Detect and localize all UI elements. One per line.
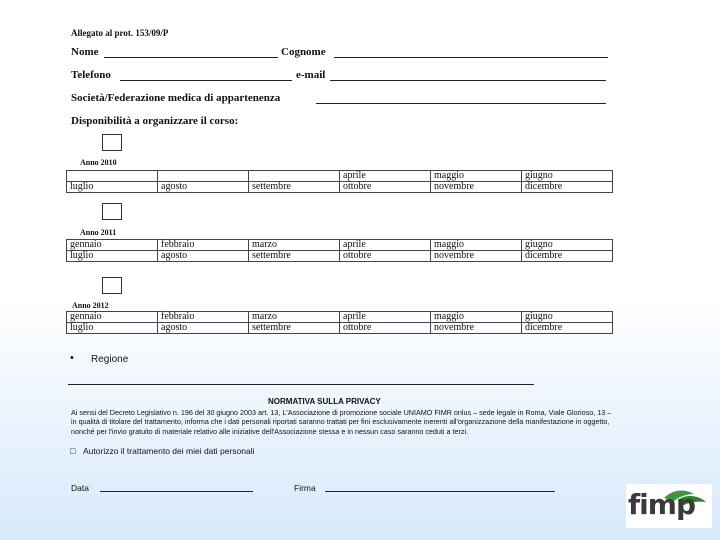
month-cell[interactable]: agosto bbox=[158, 251, 249, 262]
consent-label: Autorizzo il trattamento dei miei dati personali bbox=[83, 446, 255, 456]
month-cell[interactable]: giugno bbox=[522, 312, 613, 323]
phone-field[interactable] bbox=[120, 80, 292, 81]
month-cell[interactable]: ottobre bbox=[340, 251, 431, 262]
month-cell[interactable]: maggio bbox=[431, 312, 522, 323]
region-label: Regione bbox=[91, 354, 129, 365]
month-cell[interactable]: luglio bbox=[67, 251, 158, 262]
year-2012-checkbox[interactable] bbox=[102, 277, 122, 294]
signature-field[interactable] bbox=[325, 491, 555, 492]
region-field[interactable] bbox=[68, 384, 534, 385]
month-cell[interactable]: agosto bbox=[158, 323, 249, 334]
surname-field[interactable] bbox=[334, 57, 608, 58]
privacy-text: Ai sensi del Decreto Legislativo n. 196 del 30 giugno 2003 art. 13, L'Associazione di promozione sociale UNIAMO FIMR onlus – sede legale in Roma, Viale Glorioso, 13 – in qualità di titolare del trattamento, informa che i dati personali riportati saranno trattati per fini esclusivamente inerenti all'organizzazione della manifestazione in oggetto, nonché per l'invio gratuito di materiale relativo alle iniziative dell'Associazione stessa e in nessun caso saranno ceduti a terzi. bbox=[71, 408, 612, 436]
region-bullet: • bbox=[70, 352, 74, 364]
month-cell[interactable]: maggio bbox=[431, 240, 522, 251]
month-cell[interactable]: gennaio bbox=[67, 312, 158, 323]
month-cell[interactable]: gennaio bbox=[67, 240, 158, 251]
mask-block bbox=[292, 156, 392, 170]
month-cell[interactable]: agosto bbox=[158, 182, 249, 193]
fimp-logo bbox=[626, 484, 712, 528]
month-cell[interactable]: giugno bbox=[522, 240, 613, 251]
month-cell[interactable]: ottobre bbox=[340, 182, 431, 193]
month-cell[interactable]: aprile bbox=[340, 171, 431, 182]
month-cell[interactable]: febbraio bbox=[158, 312, 249, 323]
attachment-reference: Allegato al prot. 153/09/P bbox=[71, 28, 169, 38]
month-cell[interactable] bbox=[249, 171, 340, 182]
date-label: Data bbox=[71, 483, 89, 493]
logo-wordmark: fimp bbox=[628, 488, 695, 521]
month-cell[interactable]: ottobre bbox=[340, 323, 431, 334]
society-label: Società/Federazione medica di appartenenza bbox=[71, 92, 281, 104]
month-cell[interactable]: dicembre bbox=[522, 182, 613, 193]
month-cell[interactable]: settembre bbox=[249, 251, 340, 262]
society-field[interactable] bbox=[316, 103, 606, 104]
year-2010-label: Anno 2010 bbox=[80, 158, 117, 167]
month-cell[interactable]: febbraio bbox=[158, 240, 249, 251]
year-2010-table bbox=[66, 170, 613, 193]
month-cell[interactable]: giugno bbox=[522, 171, 613, 182]
mask-block bbox=[292, 225, 392, 239]
month-cell[interactable]: dicembre bbox=[522, 251, 613, 262]
name-field[interactable] bbox=[104, 57, 278, 58]
month-cell[interactable] bbox=[158, 171, 249, 182]
month-cell[interactable]: settembre bbox=[249, 182, 340, 193]
year-2011-label: Anno 2011 bbox=[80, 228, 117, 237]
month-cell[interactable]: marzo bbox=[249, 312, 340, 323]
email-label: e-mail bbox=[296, 69, 326, 81]
date-field[interactable] bbox=[100, 491, 253, 492]
surname-label: Cognome bbox=[281, 46, 326, 58]
availability-label: Disponibilità a organizzare il corso: bbox=[71, 115, 239, 127]
month-cell[interactable]: aprile bbox=[340, 312, 431, 323]
month-cell[interactable]: marzo bbox=[249, 240, 340, 251]
month-cell[interactable]: novembre bbox=[431, 251, 522, 262]
consent-checkbox[interactable]: □ bbox=[70, 446, 76, 456]
month-cell[interactable] bbox=[67, 171, 158, 182]
month-cell[interactable]: luglio bbox=[67, 182, 158, 193]
year-2011-checkbox[interactable] bbox=[102, 203, 122, 220]
month-cell[interactable]: novembre bbox=[431, 323, 522, 334]
email-field[interactable] bbox=[330, 80, 606, 81]
month-cell[interactable]: aprile bbox=[340, 240, 431, 251]
month-cell[interactable]: maggio bbox=[431, 171, 522, 182]
year-2011-table bbox=[66, 239, 613, 262]
year-2012-label: Anno 2012 bbox=[72, 301, 109, 310]
month-cell[interactable]: settembre bbox=[249, 323, 340, 334]
year-2010-checkbox[interactable] bbox=[102, 134, 122, 151]
month-cell[interactable]: novembre bbox=[431, 182, 522, 193]
phone-label: Telefono bbox=[71, 69, 111, 81]
month-cell[interactable]: luglio bbox=[67, 323, 158, 334]
name-label: Nome bbox=[71, 46, 99, 58]
year-2012-table bbox=[66, 311, 613, 334]
month-cell[interactable]: dicembre bbox=[522, 323, 613, 334]
privacy-title: NORMATIVA SULLA PRIVACY bbox=[268, 397, 381, 406]
signature-label: Firma bbox=[294, 483, 316, 493]
